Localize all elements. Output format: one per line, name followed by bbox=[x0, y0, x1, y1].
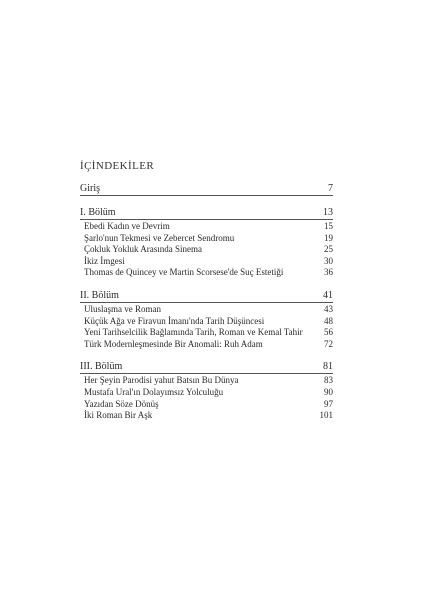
toc-section-1 bbox=[80, 207, 333, 279]
entry-title: Mustafa Ural'ın Dolayımsız Yolculuğu bbox=[84, 386, 224, 397]
toc-entry bbox=[80, 267, 333, 279]
section-label: I. Bölüm bbox=[80, 207, 116, 218]
section-page: 13 bbox=[323, 207, 333, 218]
table-of-contents bbox=[80, 160, 333, 422]
entry-page: 36 bbox=[324, 267, 333, 278]
section-entries bbox=[80, 375, 333, 421]
entry-page: 25 bbox=[324, 244, 333, 255]
toc-entry bbox=[80, 256, 333, 268]
entry-title: İki Roman Bir Aşk bbox=[84, 410, 153, 421]
entry-page: 30 bbox=[324, 255, 333, 266]
toc-title: İÇİNDEKİLER bbox=[80, 160, 155, 172]
section-divider bbox=[80, 302, 333, 303]
entry-page: 97 bbox=[324, 398, 333, 409]
entry-title: Yazıdan Söze Dönüş bbox=[84, 398, 159, 409]
toc-entry bbox=[80, 304, 333, 316]
toc-entry bbox=[80, 399, 333, 411]
section-divider bbox=[80, 195, 333, 196]
toc-entry bbox=[80, 410, 333, 422]
entry-page: 56 bbox=[324, 327, 333, 338]
section-entries bbox=[80, 221, 333, 279]
section-page: 81 bbox=[323, 361, 333, 373]
entry-title: Uluslaşma ve Roman bbox=[84, 303, 161, 314]
entry-page: 101 bbox=[319, 410, 333, 421]
entry-title: Çokluk Yokluk Arasında Sinema bbox=[84, 244, 203, 255]
entry-title: İkiz İmgesi bbox=[84, 255, 125, 266]
entry-page: 48 bbox=[324, 315, 333, 326]
entry-title: Şarlo'nun Tekmesi ve Zebercet Sendromu bbox=[84, 232, 235, 243]
entry-page: 83 bbox=[324, 375, 333, 386]
toc-entry bbox=[80, 316, 333, 328]
entry-title: Thomas de Quincey ve Martin Scorsese'de Suç Estetiği bbox=[84, 267, 284, 278]
section-divider bbox=[80, 219, 333, 220]
entry-title: Türk Modernleşmesinde Bir Anomali: Ruh Adam bbox=[84, 338, 263, 349]
entry-page: 19 bbox=[324, 232, 333, 243]
section-heading bbox=[80, 207, 333, 219]
section-divider bbox=[80, 373, 333, 374]
section-heading bbox=[80, 361, 333, 373]
section-heading bbox=[80, 290, 333, 302]
toc-entry bbox=[80, 221, 333, 233]
intro-label: Giriş bbox=[80, 183, 100, 194]
section-entries bbox=[80, 304, 333, 350]
section-page: 41 bbox=[323, 289, 333, 301]
entry-title: Yeni Tarihselcilik Bağlamında Tarih, Roman ve Kemal Tahir bbox=[84, 327, 303, 338]
toc-entry bbox=[80, 327, 333, 339]
intro-page: 7 bbox=[328, 183, 333, 194]
toc-section-3 bbox=[80, 361, 333, 421]
toc-entry bbox=[80, 339, 333, 351]
entry-page: 15 bbox=[324, 221, 333, 231]
section-label: III. Bölüm bbox=[80, 361, 123, 373]
entry-page: 43 bbox=[324, 303, 333, 314]
entry-title: Küçük Ağa ve Firavun İmanı'nda Tarih Düşüncesi bbox=[84, 315, 265, 326]
entry-page: 72 bbox=[324, 338, 333, 349]
entry-title: Ebedi Kadın ve Devrim bbox=[84, 221, 170, 231]
intro-heading bbox=[80, 183, 333, 195]
toc-section-2 bbox=[80, 290, 333, 350]
toc-entry bbox=[80, 387, 333, 399]
toc-entry bbox=[80, 233, 333, 245]
entry-title: Her Şeyin Parodisi yahut Batsın Bu Dünya bbox=[84, 375, 239, 386]
entry-page: 90 bbox=[324, 386, 333, 397]
toc-entry bbox=[80, 375, 333, 387]
section-label: II. Bölüm bbox=[80, 289, 119, 301]
toc-intro bbox=[80, 183, 333, 196]
toc-entry bbox=[80, 244, 333, 256]
